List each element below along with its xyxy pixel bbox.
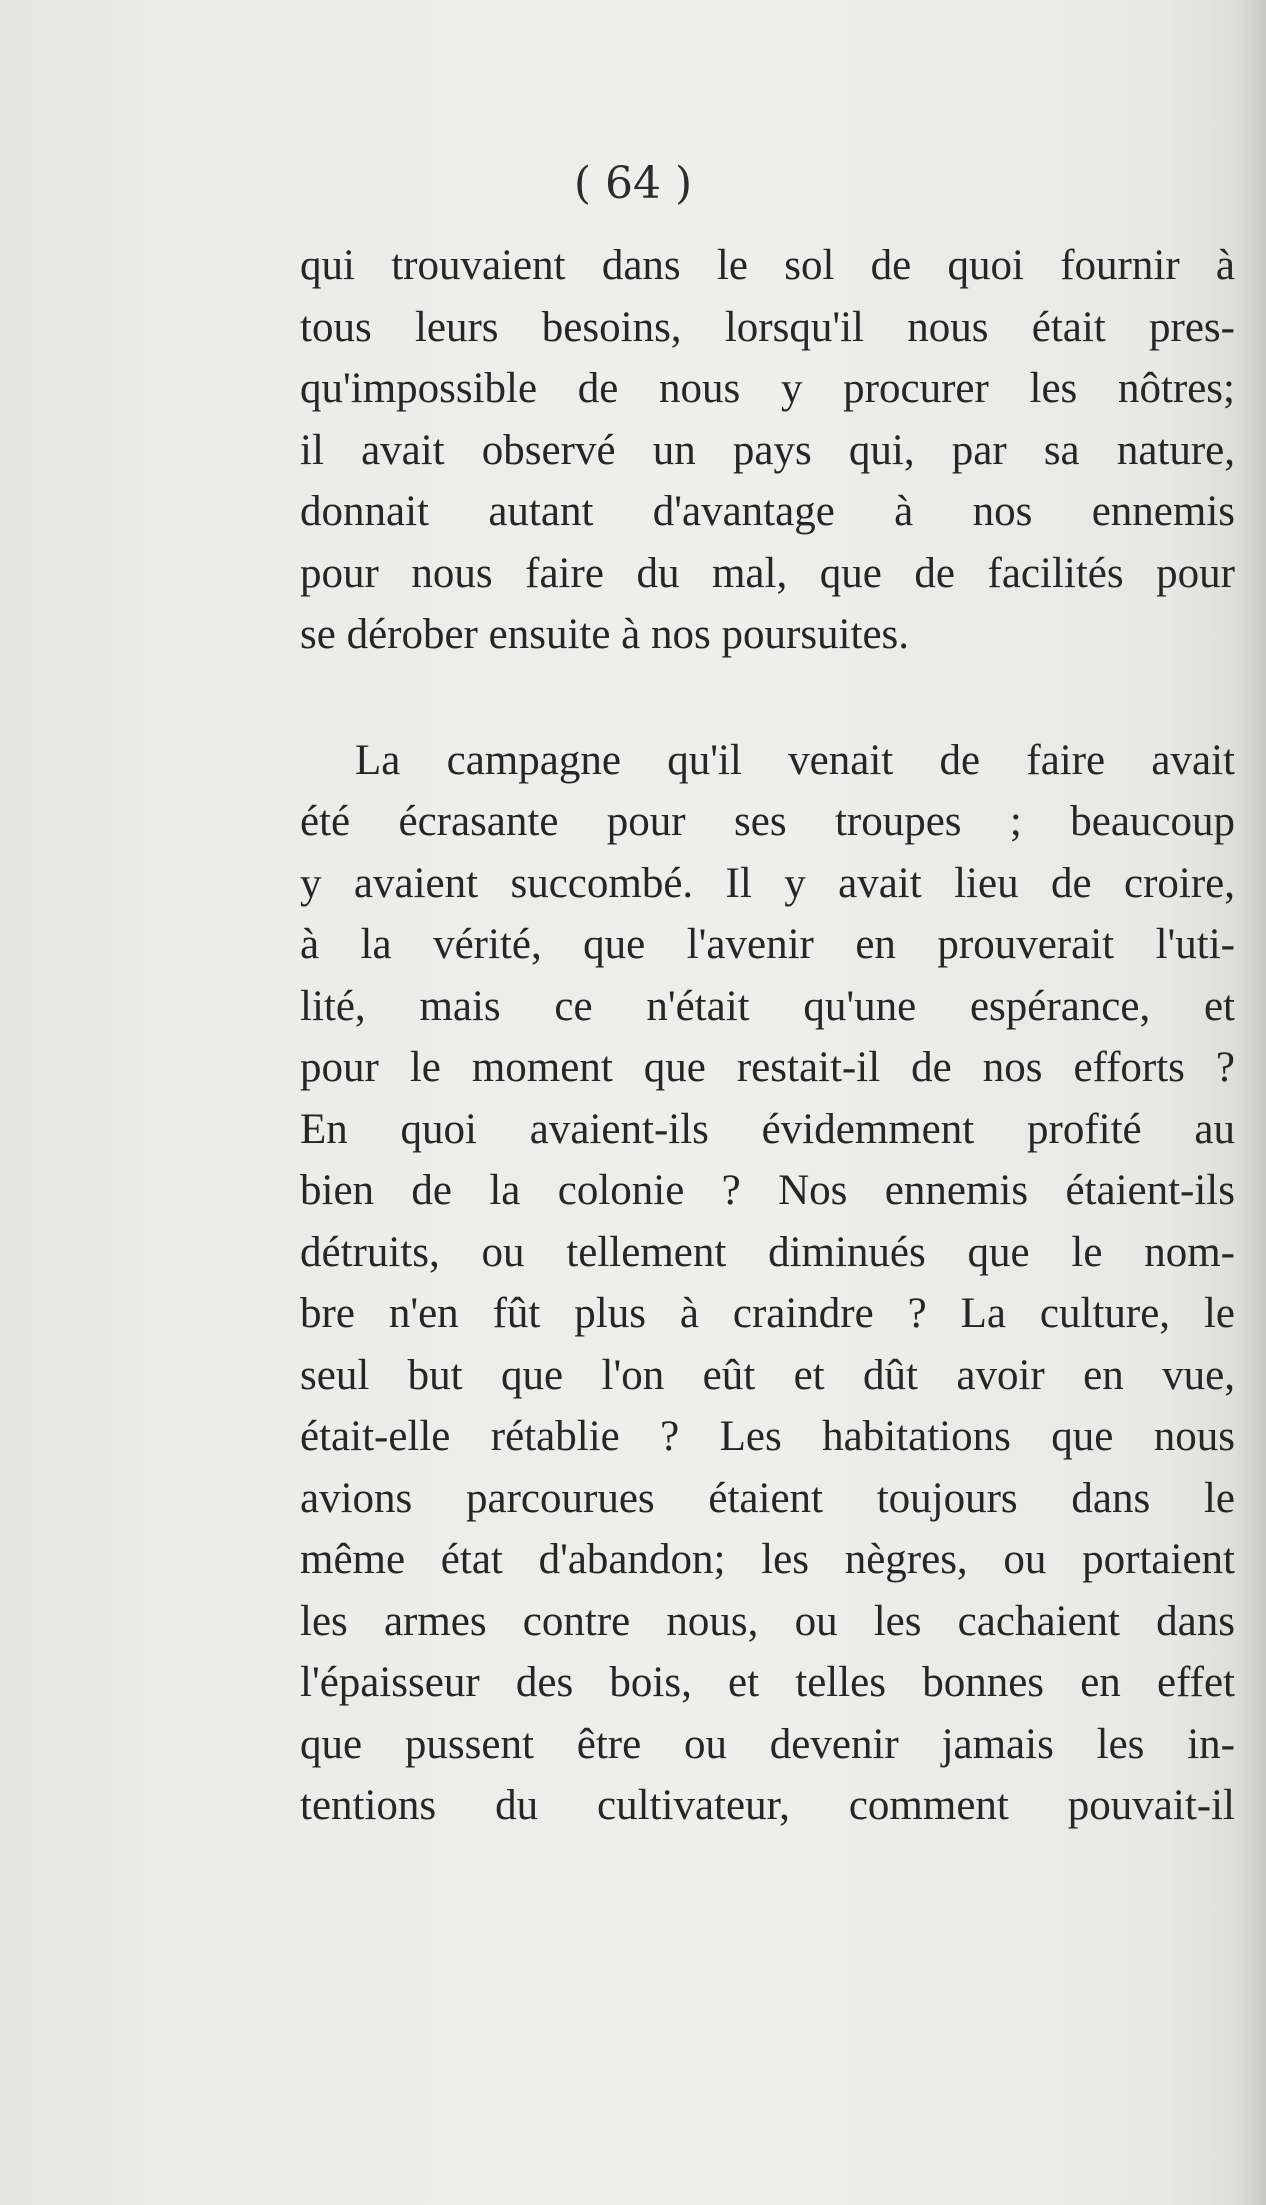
text-line: bien de la colonie ? Nos ennemis étaient-ils	[300, 1167, 1235, 1214]
text-line: pour nous faire du mal, que de facilités pour	[300, 549, 1235, 597]
text-line: En quoi avaient-ils évidemment profité au	[300, 1105, 1235, 1153]
paragraph-1	[300, 235, 1235, 666]
text-line: les armes contre nous, ou les cachaient dans	[300, 1597, 1235, 1645]
page-number: ( 64 )	[573, 158, 693, 209]
text-line: La campagne qu'il venait de faire avait	[355, 736, 1235, 784]
page-edge-shadow	[1236, 0, 1266, 2205]
text-line: tous leurs besoins, lorsqu'il nous était pres-	[300, 303, 1235, 351]
text-line: détruits, ou tellement diminués que le nom-	[300, 1228, 1235, 1276]
text-line: que pussent être ou devenir jamais les in-	[300, 1720, 1235, 1768]
text-line: se dérober ensuite à nos poursuites.	[300, 611, 910, 658]
paragraph-2	[300, 730, 1235, 1837]
text-line: qu'impossible de nous y procurer les nôtres;	[300, 365, 1235, 412]
body-text	[300, 235, 1235, 1837]
text-line: lité, mais ce n'était qu'une espérance, et	[300, 982, 1235, 1030]
text-line: seul but que l'on eût et dût avoir en vue,	[300, 1351, 1235, 1399]
text-line: était-elle rétablie ? Les habitations que nous	[300, 1413, 1235, 1460]
text-line: donnait autant d'avantage à nos ennemis	[300, 488, 1235, 535]
text-line: pour le moment que restait-il de nos efforts ?	[300, 1044, 1235, 1091]
text-line: tentions du cultivateur, comment pouvait-il	[300, 1782, 1235, 1829]
text-line: l'épaisseur des bois, et telles bonnes en effet	[300, 1659, 1235, 1706]
text-line: bre n'en fût plus à craindre ? La culture, le	[300, 1290, 1235, 1337]
text-line: qui trouvaient dans le sol de quoi fournir à	[300, 242, 1235, 289]
text-line: il avait observé un pays qui, par sa nature,	[300, 426, 1235, 474]
text-line: y avaient succombé. Il y avait lieu de croire,	[300, 859, 1235, 907]
text-line: même état d'abandon; les nègres, ou portaient	[300, 1536, 1235, 1583]
text-line: été écrasante pour ses troupes ; beaucoup	[300, 798, 1235, 845]
text-line: à la vérité, que l'avenir en prouverait l'uti-	[300, 921, 1235, 968]
text-line: avions parcourues étaient toujours dans le	[300, 1474, 1235, 1522]
